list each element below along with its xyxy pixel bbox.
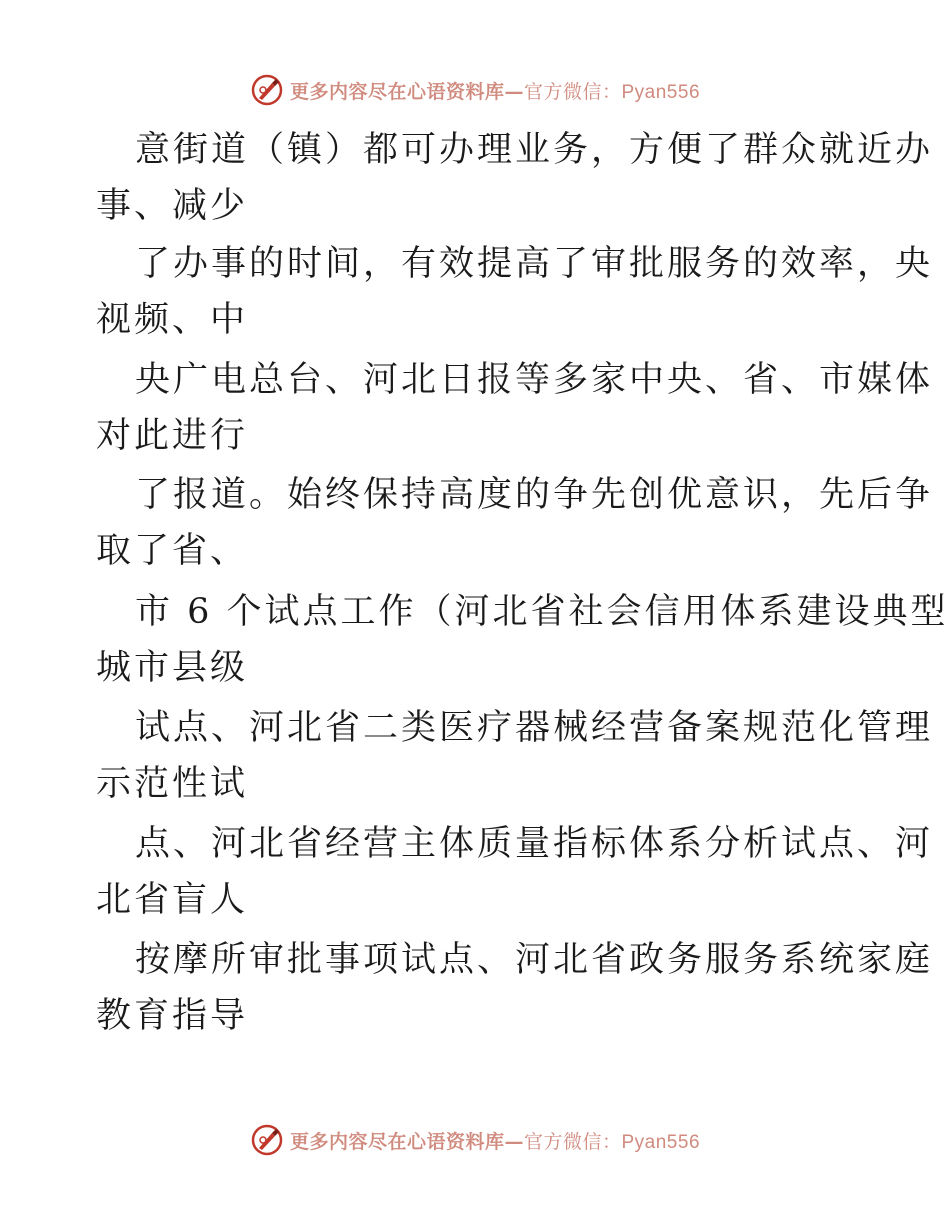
footer-contact: 官方微信：Pyan556 xyxy=(524,1131,701,1153)
paragraph-4-line-1: 了报道。始终保持高度的争先创优意识，先后争 xyxy=(135,475,934,515)
paragraph-5-line-2: 城市县级 xyxy=(96,648,249,688)
paragraph-5-line-1: 市 6 个试点工作（河北省社会信用体系建设典型 xyxy=(135,592,949,632)
paragraph-1-line-2: 事、减少 xyxy=(96,186,249,226)
footer-banner xyxy=(0,1120,950,1160)
paragraph-3-line-1: 央广电总台、河北日报等多家中央、省、市媒体 xyxy=(135,360,934,400)
header-text xyxy=(290,77,700,104)
paragraph-4-line-2: 取了省、 xyxy=(96,531,249,571)
header-contact: 官方微信：Pyan556 xyxy=(524,81,701,103)
paragraph-6-line-1: 试点、河北省二类医疗器械经营备案规范化管理 xyxy=(135,708,934,748)
paragraph-8-line-2: 教育指导 xyxy=(96,996,249,1036)
footer-separator: — xyxy=(504,1130,524,1153)
footer-brand: 更多内容尽在心语资料库 xyxy=(289,1130,505,1153)
pen-seal-logo-icon xyxy=(250,1123,284,1157)
paragraph-2-line-1: 了办事的时间，有效提高了审批服务的效率，央 xyxy=(135,244,934,284)
paragraph-7-line-1: 点、河北省经营主体质量指标体系分析试点、河 xyxy=(135,824,934,864)
paragraph-8-line-1: 按摩所审批事项试点、河北省政务服务系统家庭 xyxy=(135,940,934,980)
header-brand: 更多内容尽在心语资料库 xyxy=(289,80,505,103)
paragraph-3-line-2: 对此进行 xyxy=(96,416,249,456)
paragraph-6-line-2: 示范性试 xyxy=(96,764,249,804)
paragraph-7-line-2: 北省盲人 xyxy=(96,880,249,920)
paragraph-2-line-2: 视频、中 xyxy=(96,300,249,340)
footer-text xyxy=(290,1127,700,1154)
pen-seal-logo-icon xyxy=(250,73,284,107)
header-banner xyxy=(0,70,950,110)
paragraph-1-line-1: 意街道（镇）都可办理业务，方便了群众就近办 xyxy=(135,130,934,170)
header-separator: — xyxy=(504,80,524,103)
